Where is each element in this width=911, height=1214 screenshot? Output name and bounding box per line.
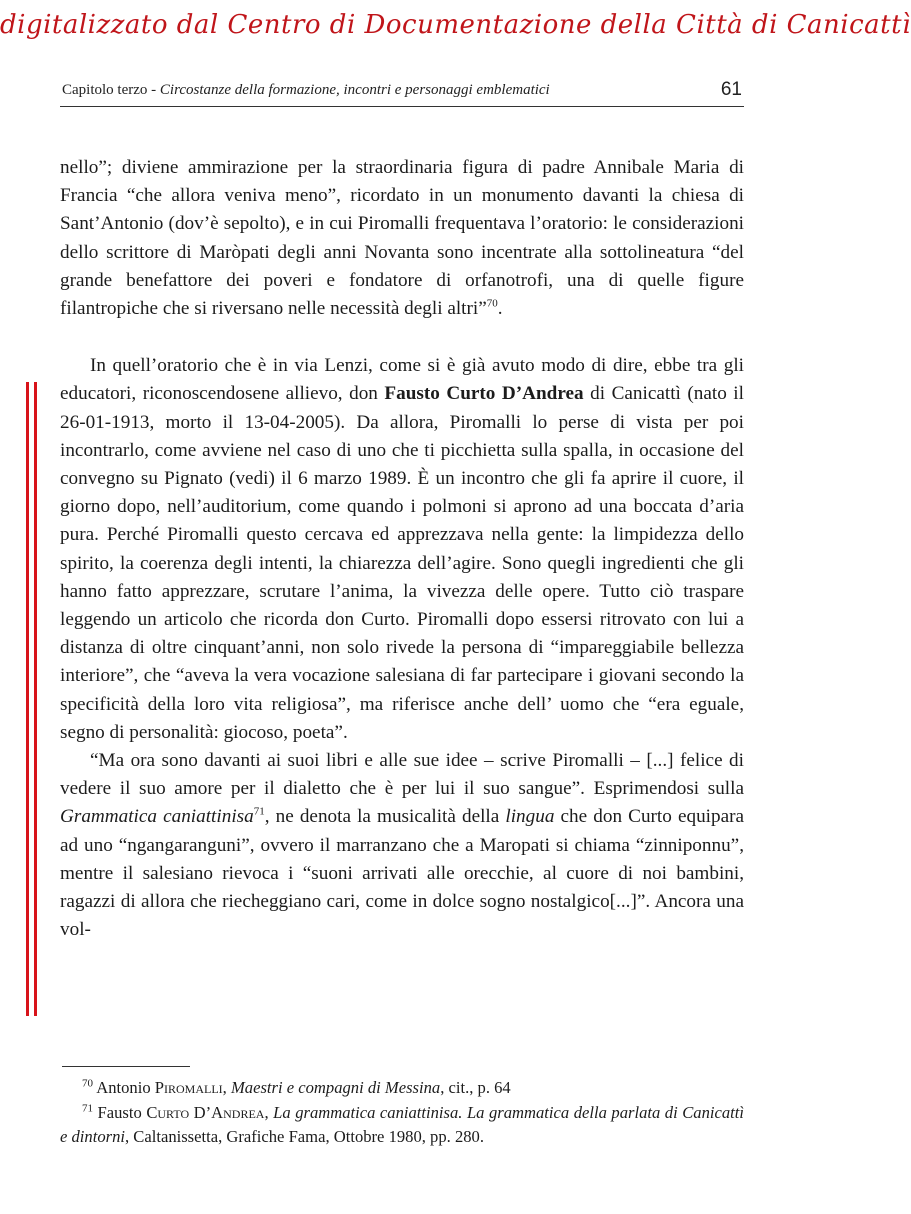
footnote-sep: , <box>222 1078 231 1097</box>
paragraph-1 <box>60 154 744 323</box>
footnote-number: 71 <box>82 1101 93 1114</box>
paragraph-1-end: . <box>497 298 503 320</box>
paragraph-3 <box>60 747 744 944</box>
chapter-label: Capitolo terzo <box>62 82 148 98</box>
footnote-rest: , Caltanissetta, Grafiche Fama, Ottobre 1980, pp. 280. <box>125 1127 484 1146</box>
body-text <box>60 154 744 944</box>
paragraph-2-text-a: In quell’oratorio che è in via Lenzi, come si è già avuto modo di dire, ebbe tra gli educatori, riconoscendosene allievo, don <box>60 355 744 405</box>
section-title: Circostanze della formazione, incontri e personaggi emblematici <box>159 82 550 98</box>
paragraph-3-text-b: , ne denota la musicalità della <box>264 806 506 828</box>
footnote-71 <box>60 1101 744 1150</box>
footnote-author-last: Curto D’Andrea <box>146 1102 265 1122</box>
footnote-author-first: Fausto <box>97 1102 147 1122</box>
footnote-ref-71[interactable]: 71 <box>253 806 265 819</box>
margin-mark-right <box>34 382 37 1016</box>
footnotes <box>60 1076 744 1150</box>
footnote-ref-70[interactable]: 70 <box>486 297 498 310</box>
footnote-70 <box>60 1076 744 1101</box>
person-name-bold: Fausto Curto D’Andrea <box>384 383 584 405</box>
paragraph-1-text: nello”; diviene ammirazione per la straordinaria figura di padre Annibale Maria di Francia “che allora veniva meno”, ricordato in un monumento davanti la chiesa di Sant’Antonio (dov’è sepolto), e in cui Piromalli frequentava l’oratorio: le considerazioni dello scrittore di Maròpati degli anni Novanta sono incentrate alla sottolineatura “del grande benefattore dei poveri e fondatore di orfanotrofi, una di quelle figure filantropiche che si riversano nelle necessità degli altri” <box>60 157 744 320</box>
paragraph-2-text-b: di Canicattì (nato il 26-01-1913, morto il 13-04-2005). Da allora, Piromalli lo perse di vista per poi incontrarlo, come avviene nel caso di uno che ti picchietta sulla spalla, in occasione del convegno su Pignato (vedi) il 6 marzo 1989. È un incontro che gli fa aprire il cuore, il giorno dopo, nell’auditorium, come quando i polmoni si aprono ad una boccata d’aria pura. Perché Piromalli questo cercava ed apprezzava nella gente: la limpidezza dello spirito, la coerenza degli intenti, la chiarezza dell’agire. Sono quegli ingredienti che gli hanno fatto apprezzare, scrutare l’anima, la vivezza delle opere. Tutto ciò traspare leggendo un articolo che ricorda don Curto. Piromalli dopo essersi ritrovato con lui a distanza di oltre cinquant’anni, non solo rivede la persona di “impareggiabile bellezza interiore”, che “aveva la vera vocazione salesiana di far partecipare i giovani secondo la specificità della loro vita religiosa”, ma riferisce anche dell’ uomo che “era eguale, segno di personalità: giocoso, poeta”. <box>60 383 744 743</box>
footnote-number: 70 <box>82 1077 93 1090</box>
book-title-italic: Grammatica caniattinisa <box>60 806 254 828</box>
lingua-italic: lingua <box>505 806 555 828</box>
paragraph-3-text-c: che don Curto equipara ad uno “ngangaranguni”, ovvero il marranzano che a Maropati si chiama “zinniponnu”, mentre il salesiano rievoca i “suoni arrivati alle orecchie, al cuore di noi bambini, ragazzi di allora che riecheggiano cari, come in dolce sogno nostalgico[...]”. Ancora una vol- <box>60 806 745 941</box>
footnote-title: Maestri e compagni di Messina <box>230 1078 441 1097</box>
header-separator: - <box>147 82 160 98</box>
footnote-rule <box>62 1066 190 1067</box>
margin-marks <box>26 382 40 1016</box>
running-header <box>62 79 742 100</box>
footnote-rest: , cit., p. 64 <box>440 1078 511 1097</box>
footnote-author-first: Antonio <box>96 1078 155 1097</box>
margin-mark-left <box>26 382 29 1016</box>
paragraph-3-text-a: “Ma ora sono davanti ai suoi libri e alle sue idee – scrive Piromalli – [...] felice di vedere il suo amore per il dialetto che è per lui il suo sangue”. Esprimendosi sulla <box>60 750 744 800</box>
footnote-title: La grammatica caniattinisa. La grammatica della parlata di Canicattì e dintorni <box>60 1102 744 1146</box>
paragraph-2 <box>60 352 744 747</box>
footnote-author-last: Piromalli <box>154 1078 223 1097</box>
header-rule <box>60 106 744 107</box>
watermark-text: digitalizzato dal Centro di Documentazione della Città di Canicattì <box>0 10 911 40</box>
footnote-sep: , <box>264 1102 274 1122</box>
page-number: 61 <box>720 79 742 100</box>
